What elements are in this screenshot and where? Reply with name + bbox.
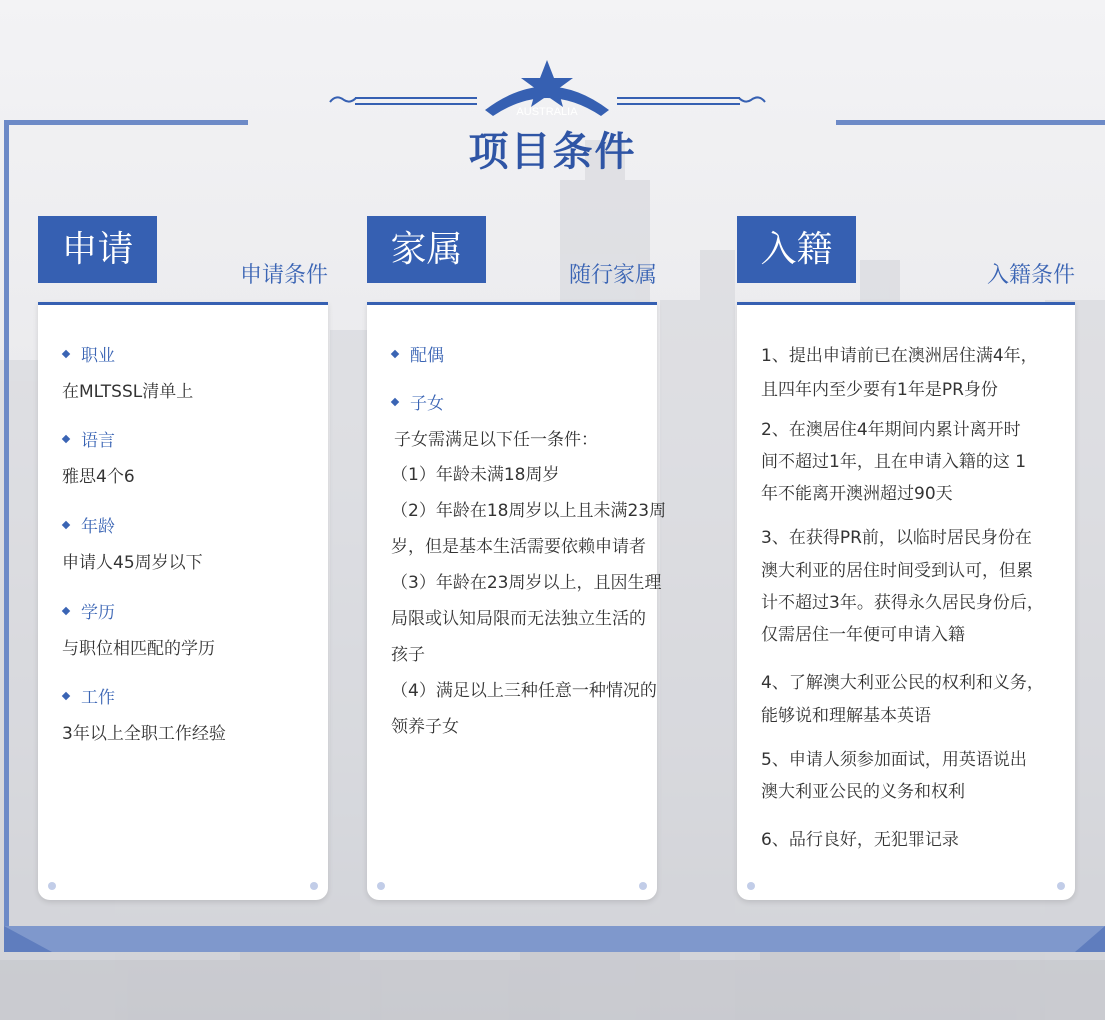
card-citizenship bbox=[737, 302, 1075, 900]
card-dot-right bbox=[310, 882, 318, 890]
diamond-bullet-icon bbox=[391, 398, 399, 406]
citizenship-line: 计不超过3年。获得永久居民身份后， bbox=[761, 593, 1044, 613]
item-head-education: 学历 bbox=[63, 598, 115, 623]
item-head-age: 年龄 bbox=[63, 512, 115, 537]
card-dot-left bbox=[747, 882, 755, 890]
item-head-spouse: 配偶 bbox=[392, 341, 444, 366]
item-head-work: 工作 bbox=[63, 683, 115, 708]
card-dot-right bbox=[1057, 882, 1065, 890]
citizenship-line: 5、申请人须参加面试，用英语说出 bbox=[761, 750, 1027, 770]
family-line: （4）满足以上三种任意一种情况的 bbox=[391, 681, 657, 701]
frame-left-border bbox=[4, 120, 9, 928]
emblem-text: AUSTRALIA bbox=[516, 106, 578, 118]
diamond-bullet-icon bbox=[62, 607, 70, 615]
citizenship-line: 3、在获得PR前，以临时居民身份在 bbox=[761, 528, 1032, 548]
item-body-age: 申请人45周岁以下 bbox=[62, 553, 203, 573]
tag-family: 家属 bbox=[367, 216, 486, 283]
diamond-bullet-icon bbox=[62, 435, 70, 443]
diamond-bullet-icon bbox=[391, 350, 399, 358]
diamond-bullet-icon bbox=[62, 521, 70, 529]
citizenship-line: 澳大利亚公民的义务和权利 bbox=[761, 782, 965, 802]
family-line: （1）年龄未满18周岁 bbox=[391, 465, 560, 485]
card-dot-left bbox=[48, 882, 56, 890]
item-body-language: 雅思4个6 bbox=[62, 467, 135, 487]
family-line: 子女需满足以下任一条件： bbox=[394, 430, 598, 450]
card-apply bbox=[38, 302, 328, 900]
card-dot-left bbox=[377, 882, 385, 890]
citizenship-line: 能够说和理解基本英语 bbox=[761, 706, 931, 726]
item-body-occupation: 在MLTSSL清单上 bbox=[62, 382, 194, 402]
family-line: 局限或认知局限而无法独立生活的 bbox=[391, 609, 646, 629]
citizenship-line: 6、品行良好，无犯罪记录 bbox=[761, 830, 959, 850]
family-line: （3）年龄在23周岁以上，且因生理 bbox=[391, 573, 662, 593]
citizenship-line: 仅需居住一年便可申请入籍 bbox=[761, 625, 965, 645]
frame-bottom-band bbox=[4, 926, 1105, 952]
family-line: 领养子女 bbox=[391, 717, 459, 737]
family-line: 孩子 bbox=[391, 645, 425, 665]
citizenship-line: 间不超过1年，且在申请入籍的这 1 bbox=[761, 452, 1027, 472]
australia-emblem bbox=[325, 58, 770, 118]
item-head-occupation: 职业 bbox=[63, 341, 115, 366]
tag-apply: 申请 bbox=[38, 216, 157, 283]
page-title: 项目条件 bbox=[468, 129, 637, 175]
tag-citizenship: 入籍 bbox=[737, 216, 856, 283]
citizenship-line: 4、了解澳大利亚公民的权利和义务， bbox=[761, 673, 1044, 693]
citizenship-line: 2、在澳居住4年期间内累计离开时 bbox=[761, 420, 1021, 440]
citizenship-line: 且四年内至少要有1年是PR身份 bbox=[761, 380, 998, 400]
card-family bbox=[367, 302, 667, 900]
family-line: （2）年龄在18周岁以上且未满23周 bbox=[391, 501, 667, 521]
citizenship-line: 年不能离开澳洲超过90天 bbox=[761, 484, 953, 504]
item-body-education: 与职位相匹配的学历 bbox=[62, 639, 215, 659]
subtitle-apply: 申请条件 bbox=[239, 263, 328, 288]
diamond-bullet-icon bbox=[62, 350, 70, 358]
item-head-language: 语言 bbox=[63, 426, 115, 451]
family-line: 岁，但是基本生活需要依赖申请者 bbox=[391, 537, 646, 557]
item-body-work: 3年以上全职工作经验 bbox=[62, 724, 226, 744]
citizenship-line: 澳大利亚的居住时间受到认可，但累 bbox=[761, 561, 1033, 581]
subtitle-family: 随行家属 bbox=[568, 263, 657, 288]
subtitle-citizenship: 入籍条件 bbox=[986, 263, 1075, 288]
card-dot-right bbox=[639, 882, 647, 890]
diamond-bullet-icon bbox=[62, 692, 70, 700]
citizenship-line: 1、提出申请前已在澳洲居住满4年， bbox=[761, 346, 1038, 366]
item-head-children: 子女 bbox=[392, 389, 444, 414]
